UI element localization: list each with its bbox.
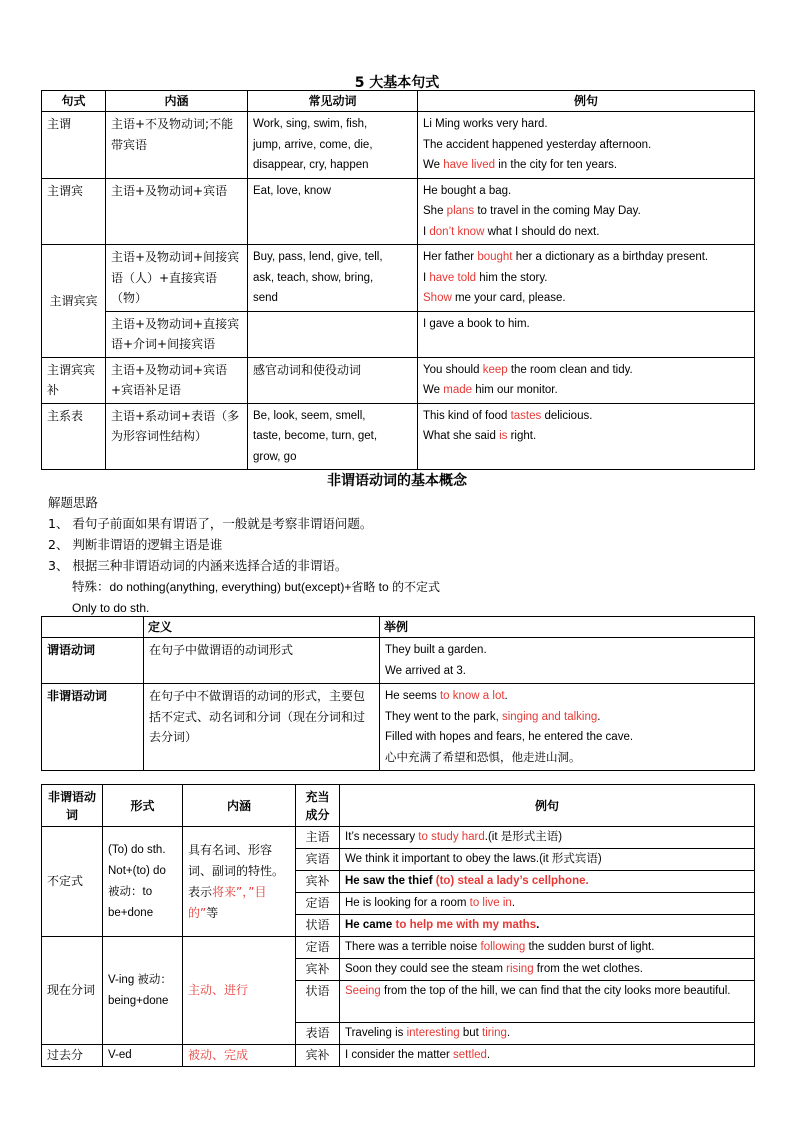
content-cell: 主语+及物动词+间接宾语（人）+直接宾语（物） [106, 245, 248, 312]
table-row [42, 112, 755, 179]
examples-cell [418, 311, 755, 357]
examples-cell [380, 684, 755, 771]
example-line [385, 661, 749, 682]
role-cell: 定语 [296, 893, 340, 915]
highlight-text: following [480, 941, 526, 953]
content-cell: 主语+及物动词+宾语+宾语补足语 [106, 357, 248, 403]
example-text: I [423, 225, 430, 238]
example-line [385, 727, 749, 748]
table-row [42, 1045, 755, 1067]
table-row [42, 178, 755, 245]
verbs-cell [248, 311, 418, 357]
highlight-text: tiring [482, 1027, 507, 1039]
infinitive-form: (To) do sth. Not+(to) do 被动：to be+done [103, 827, 183, 937]
example-line [423, 268, 749, 289]
example-text: in the city for ten years. [495, 159, 618, 171]
example-text: . [511, 897, 516, 909]
example-text: He seems [385, 690, 440, 702]
example-text: We arrived at 3. [385, 664, 466, 677]
example-text: . [486, 1049, 491, 1061]
verb-line: Be, look, seem, smell, [253, 409, 366, 422]
pattern-cell: 主谓宾 [42, 178, 106, 245]
example-cell [340, 1045, 755, 1067]
special-text: do nothing(anything, everything) but(except)+省略 to 的不定式 [109, 580, 441, 594]
role-cell: 宾补 [296, 1045, 340, 1067]
example-text: from the wet clothes. [533, 963, 643, 975]
example-text: . [536, 919, 540, 931]
example-cell [340, 849, 755, 871]
example-text: me your card, please. [451, 292, 566, 304]
content-cell: 主语+系动词+表语（多为形容词性结构） [106, 403, 248, 470]
table-row [42, 403, 755, 470]
example-text: We [423, 159, 444, 171]
table-row [42, 357, 755, 403]
example-text: .(it 是形式主语) [484, 831, 563, 843]
nonfinite-forms-table [41, 784, 755, 1067]
verb-line: Work, sing, swim, fish, [253, 118, 368, 130]
example-cell [340, 1023, 755, 1045]
example-text: what I should do next. [484, 225, 600, 238]
verb-line: ask, teach, show, bring, [253, 271, 374, 284]
pattern-cell: 主谓宾宾补 [42, 357, 106, 403]
role-cell: 宾补 [296, 959, 340, 981]
content-cell: 主语+及物动词+直接宾语+介词+间接宾语 [106, 311, 248, 357]
example-text: We [423, 384, 444, 396]
example-line [423, 314, 749, 335]
definition-cell: 在句子中做谓语的动词形式 [144, 638, 380, 684]
role-cell: 状语 [296, 915, 340, 937]
example-line [423, 406, 749, 427]
example-text: the sudden burst of light. [525, 941, 655, 953]
header-verbs: 常见动词 [248, 91, 418, 112]
pattern-cell: 主谓宾宾 [42, 245, 106, 358]
highlight-text: Seeing [345, 985, 381, 997]
example-text: I gave a book to him. [423, 317, 530, 330]
example-text: She [423, 205, 447, 217]
example-line [385, 748, 749, 769]
table-row [42, 684, 755, 771]
example-line [385, 640, 749, 661]
example-text: The accident happened yesterday afternoon. [423, 138, 652, 151]
tip-item: 3、 根据三种非谓语动词的内涵来选择合适的非谓语。 [48, 558, 348, 573]
highlight-text: (to) steal a lady’s cellphone. [435, 875, 589, 887]
example-text: Filled with hopes and fears, he entered the cave. [385, 731, 634, 743]
tip-item: 1、 看句子前面如果有谓语了，一般就是考察非谓语问题。 [48, 516, 373, 531]
role-cell: 状语 [296, 981, 340, 1023]
past-label: 过去分 [42, 1045, 103, 1067]
highlight-text: have told [429, 271, 477, 284]
infinitive-label: 不定式 [42, 827, 103, 937]
example-line [423, 360, 749, 381]
example-text: He saw the thief [345, 875, 436, 887]
meaning-prefix: 具有名词、形容词、副词的特性。表示 [188, 842, 285, 899]
example-text: They went to the park, [385, 710, 502, 723]
highlight-text: to study hard [418, 831, 485, 843]
content-cell: 主语+及物动词+宾语 [106, 178, 248, 245]
example-text: He bought a bag. [423, 184, 512, 197]
example-line [423, 288, 749, 309]
role-cell: 宾语 [296, 849, 340, 871]
example-cell [340, 827, 755, 849]
verb-line: Eat, love, know [253, 184, 331, 197]
example-cell [340, 959, 755, 981]
highlight-text: to live in [469, 897, 512, 909]
example-text: . [597, 710, 601, 723]
highlight-text: have lived [443, 159, 496, 171]
meaning-red: 将来”，”目的” [188, 884, 267, 920]
example-cell [340, 937, 755, 959]
example-cell [340, 893, 755, 915]
header-meaning: 内涵 [183, 785, 296, 827]
verb-line: jump, arrive, come, die, [253, 138, 373, 151]
example-cell [340, 981, 755, 1023]
example-text: They built a garden. [385, 644, 487, 656]
example-line [423, 114, 749, 135]
nonfinite-concept-table [41, 616, 755, 771]
examples-cell [418, 403, 755, 470]
verb-line: send [253, 292, 278, 304]
example-text: This kind of food [423, 409, 511, 422]
example-line [423, 155, 749, 176]
past-meaning: 被动、完成 [183, 1045, 296, 1067]
example-text: to travel in the coming May Day. [474, 205, 641, 217]
example-line [385, 686, 749, 707]
past-form: V-ed [103, 1045, 183, 1067]
examples-cell [418, 178, 755, 245]
example-text: delicious. [541, 409, 593, 422]
example-line [423, 222, 749, 243]
example-text: What she said [423, 430, 500, 442]
example-line [423, 201, 749, 222]
verbs-cell [248, 245, 418, 312]
highlight-text: keep [482, 363, 508, 376]
header-form: 形式 [103, 785, 183, 827]
highlight-text: to help me with my maths [395, 919, 537, 931]
highlight-text: rising [506, 963, 534, 975]
header-example: 例句 [340, 785, 755, 827]
solving-tips [48, 492, 440, 619]
example-text: Her father [423, 251, 478, 263]
header-blank [42, 617, 144, 638]
infinitive-meaning [183, 827, 296, 937]
verb-line: disappear, cry, happen [253, 159, 369, 171]
example-text: It’s necessary [345, 831, 419, 843]
verbs-cell [248, 178, 418, 245]
highlight-text: to know a lot [439, 690, 505, 702]
table-row [42, 827, 755, 849]
example-line [423, 380, 749, 401]
role-cell: 宾补 [296, 871, 340, 893]
example-text: him the story. [476, 271, 548, 284]
example-text: him our monitor. [472, 384, 558, 396]
header-pattern: 句式 [42, 91, 106, 112]
example-text: . [506, 1027, 511, 1039]
example-cell [340, 871, 755, 893]
header-content: 内涵 [106, 91, 248, 112]
tips-heading: 解题思路 [48, 495, 99, 510]
table-row [42, 937, 755, 959]
verb-line: 感官动词和使役动词 [253, 362, 362, 377]
header-example: 举例 [380, 617, 755, 638]
highlight-text: tastes [510, 409, 542, 422]
content-cell: 主语+不及物动词;不能带宾语 [106, 112, 248, 179]
highlight-text: don’t know [429, 225, 485, 238]
example-text: . [504, 690, 508, 702]
example-text: You should [423, 363, 483, 376]
present-form: V-ing 被动：being+done [103, 937, 183, 1045]
table-row [42, 245, 755, 312]
role-cell: 主语 [296, 827, 340, 849]
header-role: 充当成分 [296, 785, 340, 827]
header-examples: 例句 [418, 91, 755, 112]
example-line [385, 707, 749, 728]
example-line [423, 135, 749, 156]
example-text: the room clean and tidy. [507, 363, 633, 376]
role-cell: 表语 [296, 1023, 340, 1045]
highlight-text: interesting [406, 1027, 460, 1039]
sentence-patterns-table [41, 90, 755, 470]
example-line [423, 181, 749, 202]
example-cell [340, 915, 755, 937]
example-text: her a dictionary as a birthday present. [512, 251, 709, 263]
meaning-suffix: 等 [206, 905, 219, 920]
present-label: 现在分词 [42, 937, 103, 1045]
term-cell: 谓语动词 [42, 638, 144, 684]
pattern-cell: 主系表 [42, 403, 106, 470]
example-text: right. [507, 430, 537, 442]
example-text: Li Ming works very hard. [423, 118, 548, 130]
example-text: We think it important to obey the laws.(it 形式宾语) [345, 853, 602, 865]
verb-line: Buy, pass, lend, give, tell, [253, 251, 383, 263]
header-definition: 定义 [144, 617, 380, 638]
tip-item: 2、 判断非谓语的逻辑主语是谁 [48, 537, 223, 552]
highlight-text: bought [477, 251, 513, 263]
section1-title: 5 大基本句式 [354, 75, 440, 91]
examples-cell [418, 245, 755, 312]
highlight-text: plans [446, 205, 475, 217]
role-cell: 定语 [296, 937, 340, 959]
verb-line: grow, go [253, 450, 297, 463]
only-note: Only to do sth. [72, 601, 150, 615]
verbs-cell [248, 112, 418, 179]
example-text: Traveling is [345, 1027, 407, 1039]
examples-cell [380, 638, 755, 684]
pattern-cell: 主谓 [42, 112, 106, 179]
example-text: There was a terrible noise [345, 941, 481, 953]
highlight-text: singing and talking [501, 710, 598, 723]
example-line [423, 426, 749, 447]
verbs-cell [248, 357, 418, 403]
highlight-text: is [499, 430, 508, 442]
highlight-text: Show [423, 292, 452, 304]
verb-line: taste, become, turn, get, [253, 430, 378, 442]
header-nonfinite: 非谓语动词 [42, 785, 103, 827]
example-text: Soon they could see the steam [345, 963, 507, 975]
examples-cell [418, 112, 755, 179]
examples-cell [418, 357, 755, 403]
example-text: He came [345, 919, 396, 931]
table-row [42, 638, 755, 684]
term-cell: 非谓语动词 [42, 684, 144, 771]
highlight-text: made [443, 384, 473, 396]
example-text: 心中充满了希望和恐惧，他走进山洞。 [385, 751, 581, 764]
table-row [42, 311, 755, 357]
example-text: He is looking for a room [345, 897, 470, 909]
highlight-text: settled [453, 1049, 487, 1061]
verbs-cell [248, 403, 418, 470]
example-text: but [459, 1027, 483, 1039]
section2-title: 非谓语动词的基本概念 [327, 473, 467, 489]
example-text: I [423, 271, 430, 284]
definition-cell: 在句子中不做谓语的动词的形式，主要包括不定式、动名词和分词（现在分词和过去分词） [144, 684, 380, 771]
example-text: I consider the matter [345, 1049, 454, 1061]
present-meaning: 主动、进行 [183, 937, 296, 1045]
special-note [48, 576, 440, 598]
example-line [423, 247, 749, 268]
special-label: 特殊： [72, 579, 110, 594]
example-text: from the top of the hill, we can find that the city looks more beautiful. [380, 985, 731, 997]
